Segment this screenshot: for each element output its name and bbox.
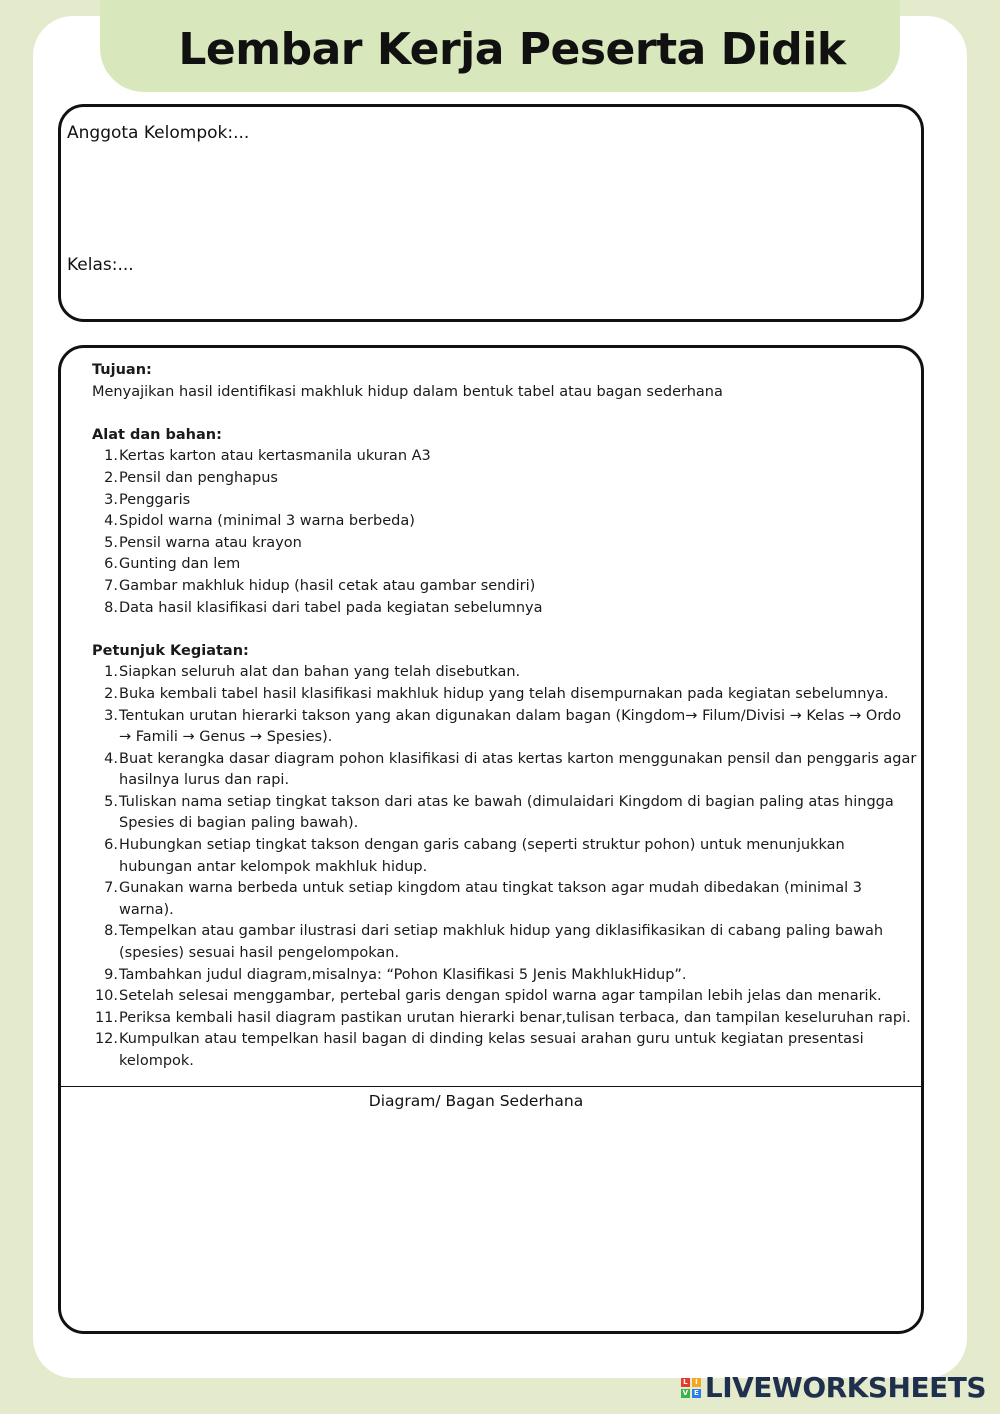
list-item-text: Penggaris	[119, 491, 191, 508]
list-item	[92, 986, 917, 1008]
liveworksheets-logo-icon	[681, 1378, 701, 1398]
logo-letter: E	[692, 1389, 701, 1398]
list-item-number: 6.	[104, 556, 118, 573]
list-item	[92, 490, 917, 512]
tujuan-text: Menyajikan hasil identifikasi makhluk hidup dalam bentuk tabel atau bagan sederhana	[92, 383, 723, 400]
list-item-number: 3.	[104, 491, 118, 508]
list-item-text: Tambahkan judul diagram,misalnya: “Pohon Klasifikasi 5 Jenis MakhlukHidup”.	[119, 966, 687, 983]
list-item-text: Buka kembali tabel hasil klasifikasi makhluk hidup yang telah disempurnakan pada kegiatan sebelumnya.	[119, 685, 889, 702]
list-item-number: 2.	[104, 469, 118, 486]
list-item-number: 8.	[104, 599, 118, 616]
list-item	[92, 684, 917, 706]
list-item-text: Gunting dan lem	[119, 556, 241, 573]
list-item-text: Setelah selesai menggambar, pertebal garis dengan spidol warna agar tampilan lebih jelas dan menarik.	[119, 988, 882, 1005]
brand-text: LIVEWORKSHEETS	[704, 1371, 986, 1404]
list-item-number: 4.	[104, 750, 118, 767]
list-item	[92, 792, 917, 835]
petunjuk-list	[92, 662, 917, 1072]
tujuan-heading: Tujuan:	[92, 362, 152, 378]
list-item	[92, 1008, 917, 1030]
section-divider	[61, 1086, 921, 1087]
list-item-text: Hubungkan setiap tingkat takson dengan garis cabang (seperti struktur pohon) untuk menunjukkan hubungan antar kelompok makhluk hidup.	[119, 837, 845, 875]
list-item	[92, 835, 917, 878]
alat-heading: Alat dan bahan:	[92, 426, 222, 443]
list-item	[92, 576, 917, 598]
list-item-number: 5.	[104, 534, 118, 551]
alat-list	[92, 446, 917, 619]
group-info-box	[58, 104, 924, 322]
list-item-number: 2.	[104, 685, 118, 702]
list-item-number: 9.	[104, 966, 118, 983]
list-item-number: 7.	[104, 880, 118, 897]
list-item	[92, 706, 917, 749]
logo-letter: I	[692, 1378, 701, 1387]
list-item-text: Tempelkan atau gambar ilustrasi dari setiap makhluk hidup yang diklasifikasikan di cabang paling bawah (spesies) sesuai hasil pengelompokan.	[119, 923, 884, 962]
list-item	[92, 468, 917, 490]
list-item-text: Tuliskan nama setiap tingkat takson dari atas ke bawah (dimulaidari Kingdom di bagian paling atas hingga Spesies di bagian paling bawah).	[119, 793, 894, 832]
list-item-number: 5.	[104, 793, 118, 810]
logo-letter: L	[681, 1378, 690, 1387]
list-item-text: Kertas karton atau kertasmanila ukuran A3	[119, 448, 431, 465]
page-title: Lembar Kerja Peserta Didik	[178, 24, 846, 75]
list-item-text: Gunakan warna berbeda untuk setiap kingdom atau tingkat takson agar mudah dibedakan (minimal 3 warna).	[119, 880, 862, 918]
list-item	[92, 533, 917, 555]
members-field-label[interactable]: Anggota Kelompok:...	[67, 123, 250, 143]
list-item	[92, 446, 917, 468]
list-item	[92, 598, 917, 620]
list-item-text: Periksa kembali hasil diagram pastikan urutan hierarki benar,tulisan terbaca, dan tampilan keseluruhan rapi.	[119, 1009, 911, 1026]
list-item	[92, 511, 917, 533]
list-item-text: Pensil dan penghapus	[119, 469, 278, 486]
list-item-number: 10.	[94, 988, 118, 1005]
list-item	[92, 749, 917, 792]
list-item-text: Data hasil klasifikasi dari tabel pada kegiatan sebelumnya	[119, 599, 543, 616]
list-item-text: Pensil warna atau krayon	[119, 534, 302, 551]
class-field-label[interactable]: Kelas:...	[67, 255, 134, 275]
list-item	[92, 554, 917, 576]
list-item-text: Tentukan urutan hierarki takson yang akan digunakan dalam bagan (Kingdom→ Filum/Divisi → Kelas → Ordo → Famili → Genus → Spesies).	[119, 707, 902, 746]
list-item	[92, 965, 917, 987]
list-item-number: 1.	[104, 664, 118, 681]
list-item-text: Kumpulkan atau tempelkan hasil bagan di dinding kelas sesuai arahan guru untuk kegiatan presentasi kelompok.	[119, 1031, 864, 1069]
list-item-text: Gambar makhluk hidup (hasil cetak atau gambar sendiri)	[119, 577, 536, 594]
list-item-number: 12.	[94, 1031, 118, 1048]
list-item	[92, 662, 917, 684]
list-item	[92, 1029, 917, 1072]
activity-content	[92, 360, 917, 1073]
list-item-number: 3.	[104, 707, 118, 724]
list-item-number: 8.	[104, 923, 118, 940]
list-item	[92, 878, 917, 921]
list-item-number: 11.	[94, 1009, 118, 1026]
list-item	[92, 921, 917, 964]
petunjuk-heading: Petunjuk Kegiatan:	[92, 642, 249, 659]
list-item-number: 1.	[104, 448, 118, 465]
list-item-number: 6.	[104, 837, 118, 854]
list-item-number: 4.	[104, 513, 118, 530]
diagram-label: Diagram/ Bagan Sederhana	[368, 1092, 584, 1110]
liveworksheets-brand	[681, 1371, 986, 1404]
list-item-text: Buat kerangka dasar diagram pohon klasifikasi di atas kertas karton menggunakan pensil dan penggaris agar hasilnya lurus dan rapi.	[119, 750, 917, 789]
logo-letter: V	[682, 1388, 689, 1397]
activity-box	[58, 345, 924, 1334]
list-item-text: Spidol warna (minimal 3 warna berbeda)	[119, 513, 415, 530]
list-item-text: Siapkan seluruh alat dan bahan yang telah disebutkan.	[119, 664, 521, 681]
list-item-number: 7.	[104, 577, 118, 594]
